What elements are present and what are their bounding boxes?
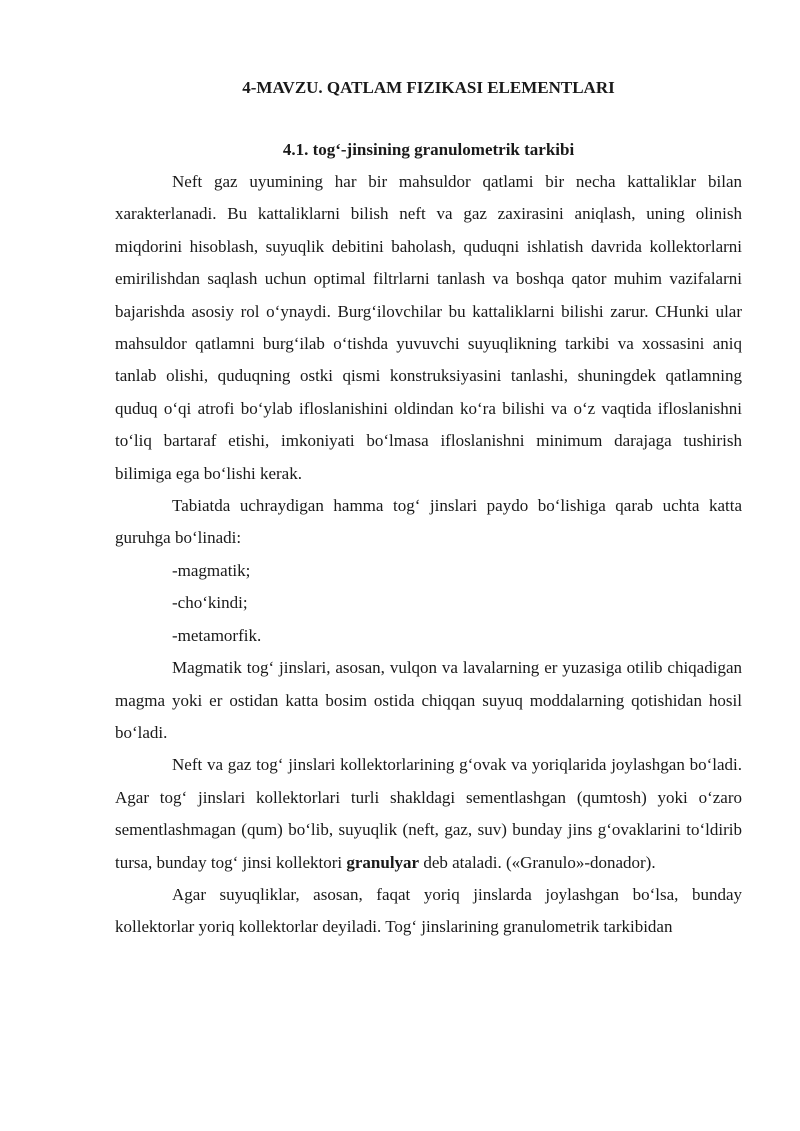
paragraph-fractured: Agar suyuqliklar, asosan, faqat yoriq jinslarda joylashgan bo‘lsa, bunday kollektorlar yoriq kollektorlar deyiladi. Tog‘ jinslarining granulometrik tarkibidan — [115, 884, 742, 937]
paragraph-granular — [115, 749, 742, 879]
page-title: 4-MAVZU. QATLAM FIZIKASI ELEMENTLARI — [242, 78, 615, 97]
granular-text-after: deb ataladi. («Granulo»-donador). — [423, 852, 656, 872]
list-item-metamorphic: -metamorfik. — [172, 625, 262, 645]
granular-term: granulyar — [346, 852, 420, 872]
paragraph-magmatic: Magmatik tog‘ jinslari, asosan, vulqon va lavalarning er yuzasiga otilib chiqadigan magma yoki er ostidan katta bosim ostida chiqqan suyuq moddalarning qotishidan hosil bo‘ladi. — [115, 658, 742, 742]
granular-text-before: Neft va gaz tog‘ jinslari kollektorlarining g‘ovak va yoriqlarida joylashgan bo‘ladi. Agar tog‘ jinslari kollektorlari turli shakldagi sementlashgan (qumtosh) yoki o‘zaro sementlashmagan (qum) bo‘lib, suyuqlik (neft, gaz, suv) bunday jins g‘ovaklarini to‘ldirib tursa, bunday tog‘ jinsi kollektori — [115, 755, 742, 872]
page-content — [115, 70, 742, 944]
section-title: 4.1. tog‘-jinsining granulometrik tarkibi — [282, 140, 575, 159]
paragraph-intro: Neft gaz uyumining har bir mahsuldor qatlami bir necha kattaliklar bilan xarakterlanadi. Bu kattaliklarni bilish neft va gaz zaxirasini aniqlash, uning olinish miqdorini hisoblash, suyuqlik debitini baholash, quduqni ishlatish davrida kollektorlarni emirilishdan saqlash uchun optimal filtrlarni tanlash va boshqa qator muhim vazifalarni bajarishda asosiy rol o‘ynaydi. Burg‘ilovchilar bu kattaliklarni bilishi zarur. CHunki ular mahsuldor qatlamni burg‘ilab o‘tishda yuvuvchi suyuqlikning tarkibi va xossasini aniq tanlab olishi, quduqning ostki qismi konstruksiyasini tanlashi, shuningdek qatlamning quduq o‘qi atrofi bo‘ylab ifloslanishini oldindan ko‘ra bilishi va o‘z vaqtida ifloslanishni to‘liq bartaraf etishi, imkoniyati bo‘lmasa ifloslanishni minimum darajaga tushirish bilimiga ega bo‘lishi kerak. — [115, 172, 742, 483]
list-item-sedimentary: -cho‘kindi; — [172, 593, 248, 613]
list-item-magmatic: -magmatik; — [172, 560, 251, 580]
paragraph-rock-groups: Tabiatda uchraydigan hamma tog‘ jinslari paydo bo‘lishiga qarab uchta katta guruhga bo‘linadi: — [115, 496, 742, 548]
